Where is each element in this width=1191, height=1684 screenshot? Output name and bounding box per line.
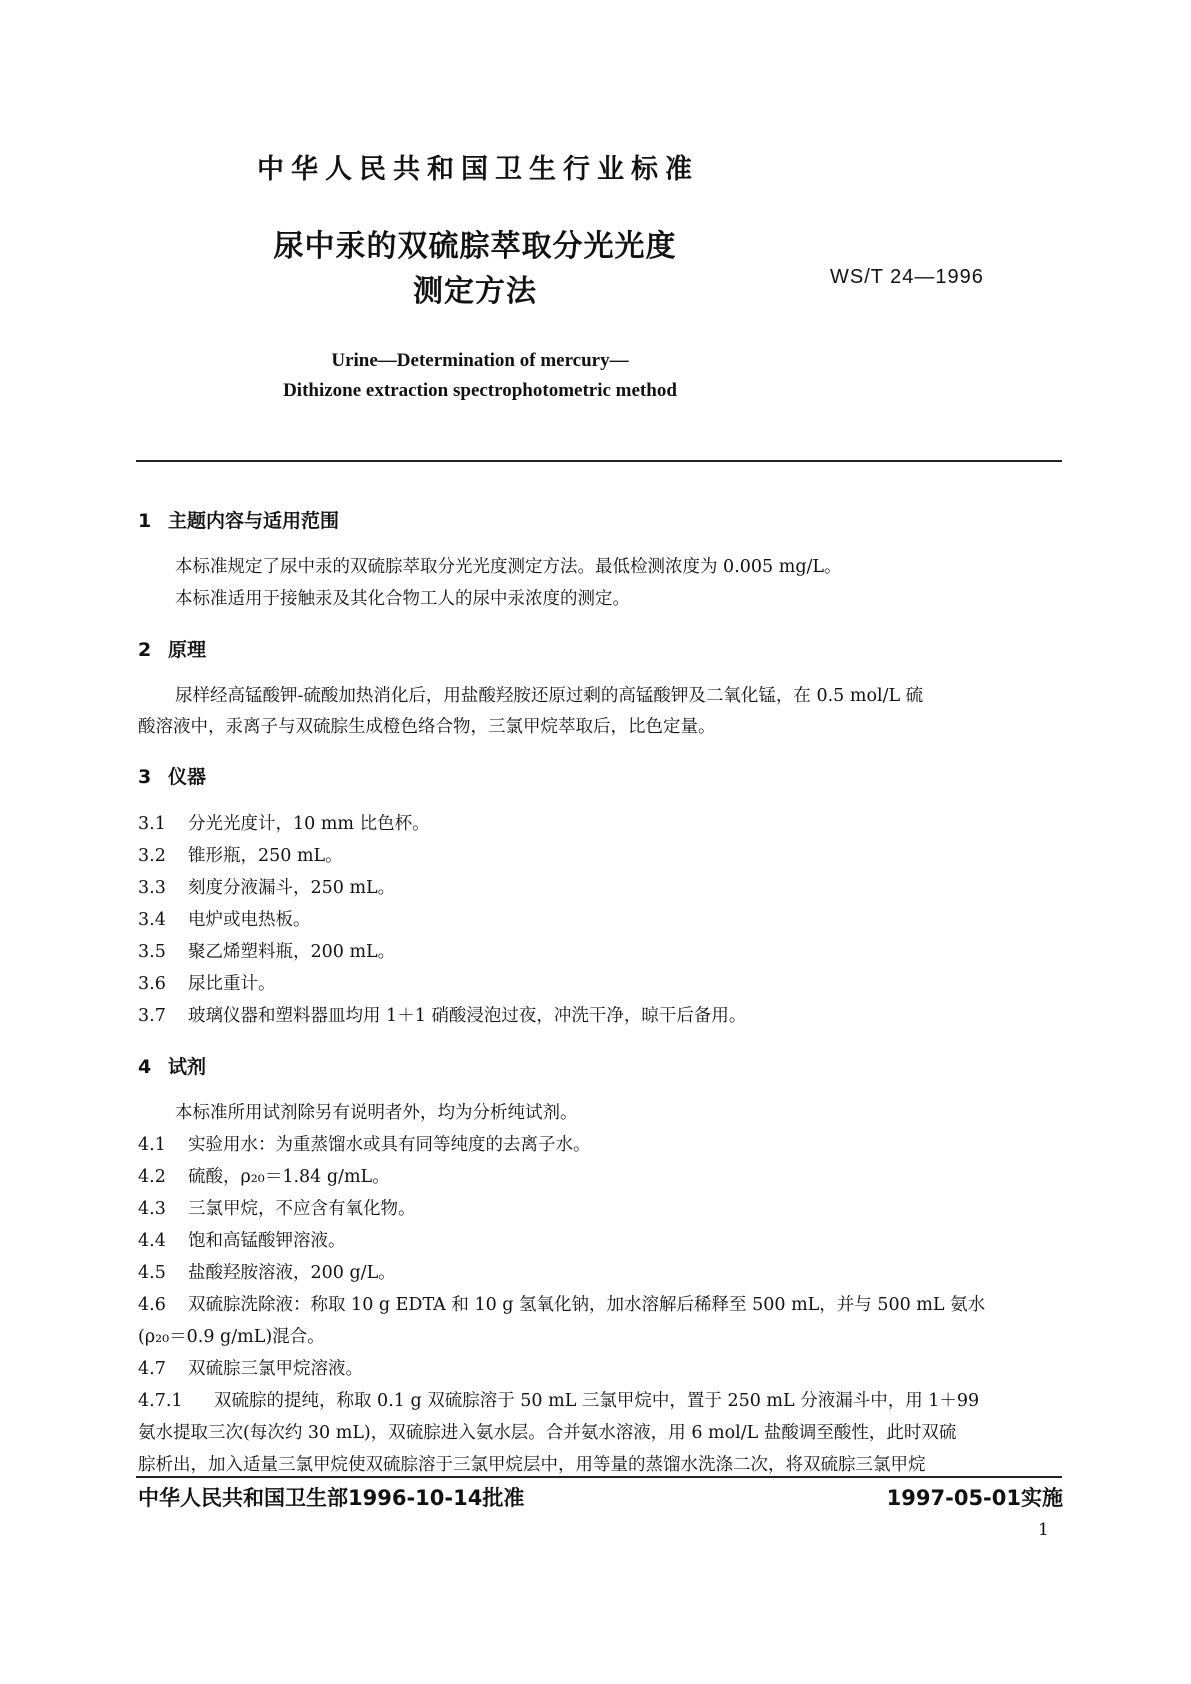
- list-item: [138, 1291, 985, 1316]
- section-2-heading: [138, 635, 206, 662]
- section-4-intro: 本标准所用试剂除另有说明者外，均为分析纯试剂。: [175, 1103, 578, 1123]
- standard-code: WS/T 24—1996: [830, 266, 984, 288]
- list-item: [138, 1227, 346, 1252]
- item-text: 分光光度计，10 mm 比色杯。: [188, 814, 430, 834]
- section-3-heading: [138, 762, 206, 789]
- item-text: 锥形瓶，250 mL。: [188, 846, 343, 866]
- item-number: 4.7: [138, 1359, 166, 1379]
- item-number: 3.6: [138, 974, 166, 994]
- list-item: [138, 906, 311, 931]
- item-text: 盐酸羟胺溶液，200 g/L。: [188, 1263, 396, 1283]
- item-text: 玻璃仪器和塑料器皿均用 1＋1 硝酸浸泡过夜，冲洗干净，晾干后备用。: [188, 1006, 747, 1026]
- item-text: 电炉或电热板。: [188, 910, 311, 930]
- item-number: 3.1: [138, 814, 166, 834]
- sub-item: [138, 1387, 979, 1412]
- item-text: 刻度分液漏斗，250 mL。: [188, 878, 396, 898]
- english-title-line2: Dithizone extraction spectrophotometric method: [283, 380, 677, 401]
- english-title-line1: Urine—Determination of mercury—: [331, 350, 629, 371]
- list-item: [138, 1163, 390, 1188]
- list-item: [138, 1131, 591, 1156]
- section-4-heading: [138, 1052, 206, 1079]
- list-item: [138, 1259, 396, 1284]
- document-title-line1: 尿中汞的双硫腙萃取分光光度: [273, 229, 677, 264]
- item-number: 4.2: [138, 1167, 166, 1187]
- list-item: [138, 1195, 416, 1220]
- item-text: 双硫腙三氯甲烷溶液。: [188, 1359, 363, 1379]
- item-number: 4.1: [138, 1135, 166, 1155]
- item-text: 饱和高锰酸钾溶液。: [188, 1231, 346, 1251]
- page-number: 1: [1038, 1520, 1049, 1540]
- item-number: 3.7: [138, 1006, 166, 1026]
- item-number: 4.4: [138, 1231, 166, 1251]
- item-number: 4.6: [138, 1295, 166, 1315]
- section-2-line-1: 尿样经高锰酸钾-硫酸加热消化后，用盐酸羟胺还原过剩的高锰酸钾及二氧化锰，在 0.5 mol/L 硫: [175, 686, 924, 706]
- item-text: 双硫腙洗除液：称取 10 g EDTA 和 10 g 氢氧化钠，加水溶解后稀释至 500 mL，并与 500 mL 氨水: [188, 1295, 986, 1315]
- section-number: 3: [138, 766, 152, 788]
- list-item: [138, 810, 430, 835]
- header-divider: [136, 460, 1062, 462]
- list-item: [138, 938, 395, 963]
- approval-text: 中华人民共和国卫生部1996-10-14批准: [138, 1486, 525, 1510]
- section-1-paragraph-2: 本标准适用于接触汞及其化合物工人的尿中汞浓度的测定。: [175, 589, 630, 609]
- list-item: [138, 842, 343, 867]
- item-text: 双硫腙的提纯，称取 0.1 g 双硫腙溶于 50 mL 三氯甲烷中，置于 250 mL 分液漏斗中，用 1＋99: [214, 1391, 980, 1411]
- list-item: [138, 874, 395, 899]
- footer-divider: [136, 1476, 1062, 1478]
- document-title-line2: 测定方法: [413, 274, 537, 309]
- item-number: 3.3: [138, 878, 166, 898]
- list-item: [138, 970, 276, 995]
- section-number: 4: [138, 1056, 152, 1078]
- item-number: 3.4: [138, 910, 166, 930]
- item-number: 4.3: [138, 1199, 166, 1219]
- section-title: 原理: [168, 639, 207, 661]
- item-number: 3.2: [138, 846, 166, 866]
- section-1-paragraph-1: 本标准规定了尿中汞的双硫腙萃取分光光度测定方法。最低检测浓度为 0.005 mg/L。: [175, 557, 842, 577]
- section-number: 2: [138, 639, 152, 661]
- sub-item-line-3: 腙析出，加入适量三氯甲烷使双硫腙溶于三氯甲烷层中，用等量的蒸馏水洗涤二次，将双硫腙三氯甲烷: [138, 1455, 926, 1475]
- section-2-line-2: 酸溶液中，汞离子与双硫腙生成橙色络合物，三氯甲烷萃取后，比色定量。: [138, 717, 716, 737]
- item-text: 实验用水：为重蒸馏水或具有同等纯度的去离子水。: [188, 1135, 591, 1155]
- item-text: 三氯甲烷，不应含有氧化物。: [188, 1199, 416, 1219]
- item-number: 4.5: [138, 1263, 166, 1283]
- item-text: 硫酸，ρ₂₀＝1.84 g/mL。: [188, 1167, 390, 1187]
- item-number: 4.7.1: [138, 1391, 183, 1411]
- implementation-date: 1997-05-01实施: [886, 1486, 1063, 1510]
- section-title: 主题内容与适用范围: [168, 510, 340, 532]
- section-number: 1: [138, 510, 152, 532]
- section-title: 仪器: [168, 766, 207, 788]
- sub-item-line-2: 氨水提取三次(每次约 30 mL)，双硫腙进入氨水层。合并氨水溶液，用 6 mol/L 盐酸调至酸性，此时双硫: [138, 1423, 957, 1443]
- section-title: 试剂: [168, 1056, 207, 1078]
- list-item-continuation: (ρ₂₀＝0.9 g/mL)混合。: [138, 1327, 325, 1347]
- list-item: [138, 1355, 363, 1380]
- item-number: 3.5: [138, 942, 166, 962]
- section-1-heading: [138, 506, 339, 533]
- list-item: [138, 1002, 746, 1027]
- item-text: 聚乙烯塑料瓶，200 mL。: [188, 942, 396, 962]
- item-text: 尿比重计。: [188, 974, 276, 994]
- agency-title: 中华人民共和国卫生行业标准: [257, 154, 699, 185]
